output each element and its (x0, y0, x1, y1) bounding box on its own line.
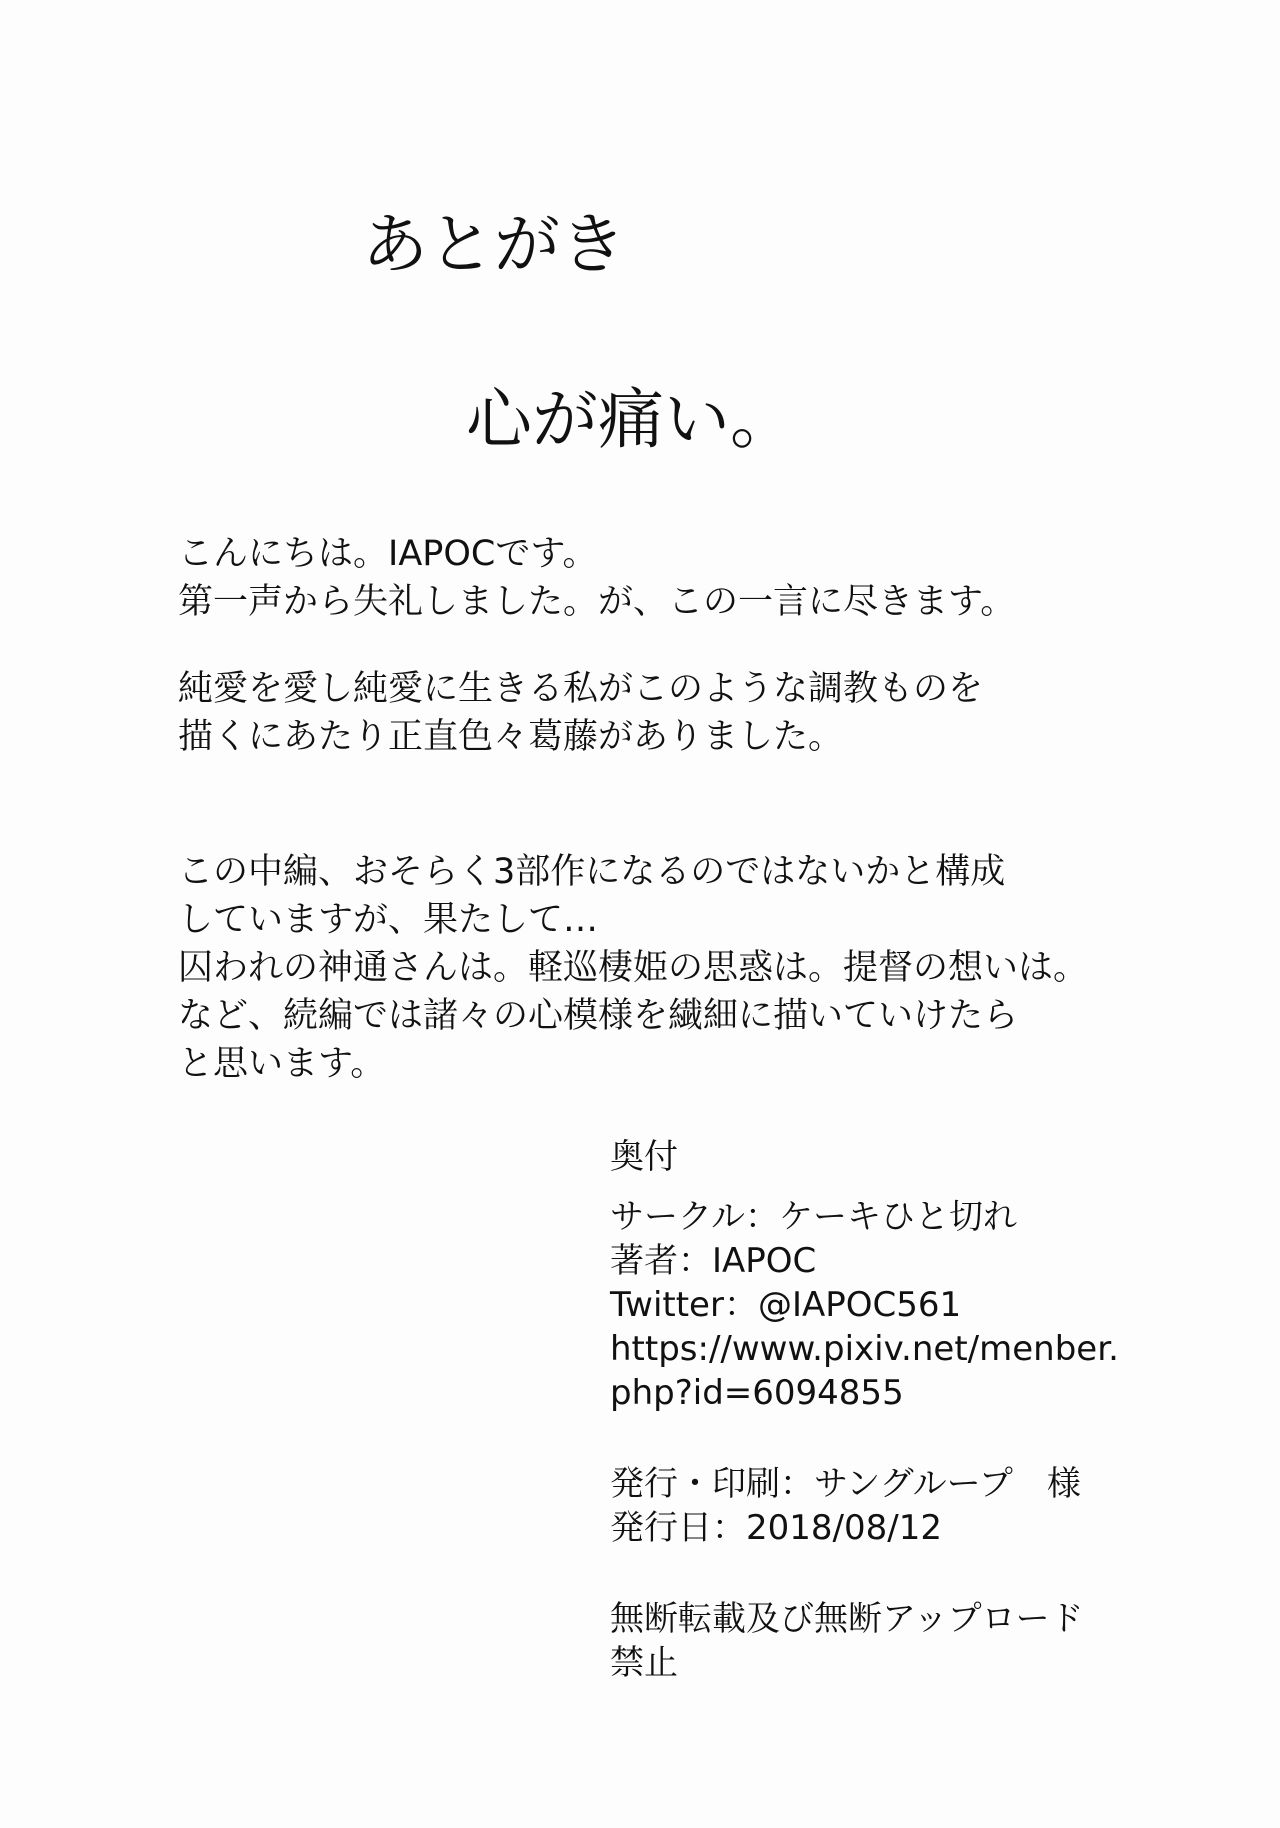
paragraph-line: こんにちは。IAPOCです。 (178, 534, 598, 574)
paragraph-line: 第一声から失礼しました。が、この一言に尽きます。 (178, 582, 1016, 622)
colophon-url-line: https://www.pixiv.net/menber. (610, 1329, 1119, 1369)
colophon-heading-text: 奥付 (610, 1137, 678, 1177)
colophon-credits (610, 1195, 1250, 1415)
afterword-title: あとがき (362, 206, 626, 283)
afterword-subtitle: 心が痛い。 (466, 381, 796, 458)
colophon-date: 発行日：2018/08/12 (610, 1508, 942, 1548)
paragraph-sequel (178, 848, 1178, 1088)
paragraph-line: と思います。 (178, 1044, 386, 1084)
colophon-twitter: Twitter：@IAPOC561 (610, 1285, 962, 1325)
colophon-heading (610, 1135, 1250, 1179)
paragraph-conflict (178, 665, 1178, 761)
colophon-url-line: php?id=6094855 (610, 1373, 904, 1413)
paragraph-line: 描くにあたり正直色々葛藤がありました。 (178, 717, 844, 757)
paragraph-line: この中編、おそらく3部作になるのではないかと構成 (178, 852, 1006, 892)
colophon-author: 著者：IAPOC (610, 1241, 817, 1281)
colophon-printer: 発行・印刷：サングループ 様 (610, 1464, 1081, 1504)
colophon-notice-line: 無断転載及び無断アップロード (610, 1599, 1084, 1639)
paragraph-greeting (178, 530, 1178, 626)
paragraph-line: 純愛を愛し純愛に生きる私がこのような調教ものを (178, 669, 984, 709)
colophon-notice (610, 1597, 1250, 1685)
paragraph-line: など、続編では諸々の心模様を繊細に描いていけたら (178, 996, 1019, 1036)
paragraph-line: 囚われの神通さんは。軽巡棲姫の思惑は。提督の想いは。 (178, 948, 1089, 988)
colophon-publisher (610, 1462, 1250, 1550)
paragraph-line: していますが、果たして… (178, 900, 599, 940)
colophon-notice-line: 禁止 (610, 1643, 678, 1683)
colophon-circle: サークル：ケーキひと切れ (610, 1197, 1017, 1237)
